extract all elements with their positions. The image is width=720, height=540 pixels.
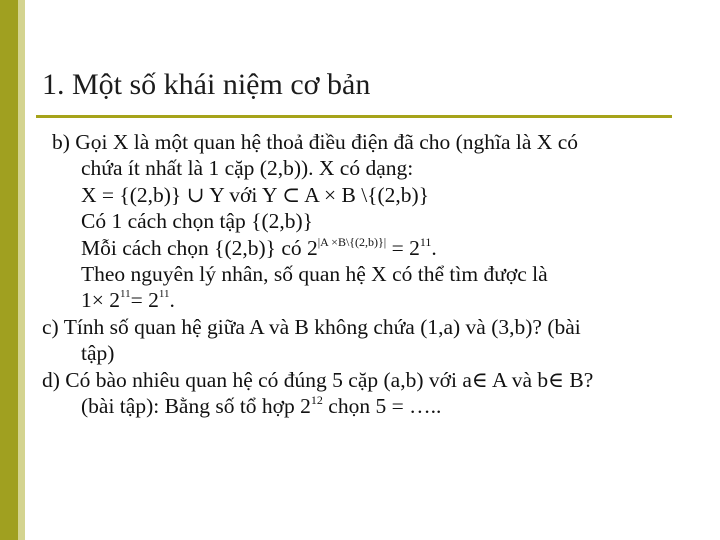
left-accent-bar (0, 0, 18, 540)
item-d-tail: chọn 5 = ….. (322, 393, 442, 418)
product-result-power: 11 (158, 288, 170, 301)
slide-title: 1. Một số khái niệm cơ bản (42, 68, 371, 101)
count-choices-equals: = 2 (386, 235, 420, 260)
product-result-period: . (169, 288, 175, 313)
slide-body (40, 129, 700, 419)
item-d-exponent: 12 (310, 392, 323, 407)
item-d-text: (bài tập): Bằng số tổ hợp 2 (81, 393, 311, 418)
product-result-text: 1× 2 (81, 288, 121, 313)
choose-pair-line: Có 1 cách chọn tập {(2,b)} (81, 209, 313, 234)
count-choices-period: . (431, 235, 437, 260)
item-d-line1: d) Có bào nhiêu quan hệ có đúng 5 cặp (a,b) với a∈ A và b∈ B? (42, 367, 594, 392)
item-c-line1: c) Tính số quan hệ giữa A và B không chứa (1,a) và (3,b)? (bài (42, 314, 581, 339)
item-b-continuation: chứa ít nhất là 1 cặp (2,b)). X có dạng: (81, 156, 414, 181)
item-c-line2: tập) (81, 341, 115, 366)
left-accent-stripe (18, 0, 25, 540)
product-rule-line: Theo nguyên lý nhân, số quan hệ X có thể tìm được là (81, 261, 548, 286)
count-choices-line (40, 235, 700, 261)
count-choices-exponent: |A ×B\{(2,b)}| (317, 234, 387, 249)
product-result-exponent: 11 (120, 288, 131, 301)
item-b-intro: b) Gọi X là một quan hệ thoả điều điện đã cho (nghĩa là X có (52, 130, 579, 154)
product-result-equals: = 2 (130, 288, 159, 313)
product-result-line (40, 287, 700, 313)
item-d-line2 (40, 393, 700, 419)
title-underline (36, 115, 672, 118)
count-choices-text: Mỗi cách chọn {(2,b)} có 2 (81, 235, 318, 260)
count-choices-power: 11 (419, 234, 432, 249)
relation-form: X = {(2,b)} ∪ Y với Y ⊂ A × B \{(2,b)} (81, 182, 430, 207)
